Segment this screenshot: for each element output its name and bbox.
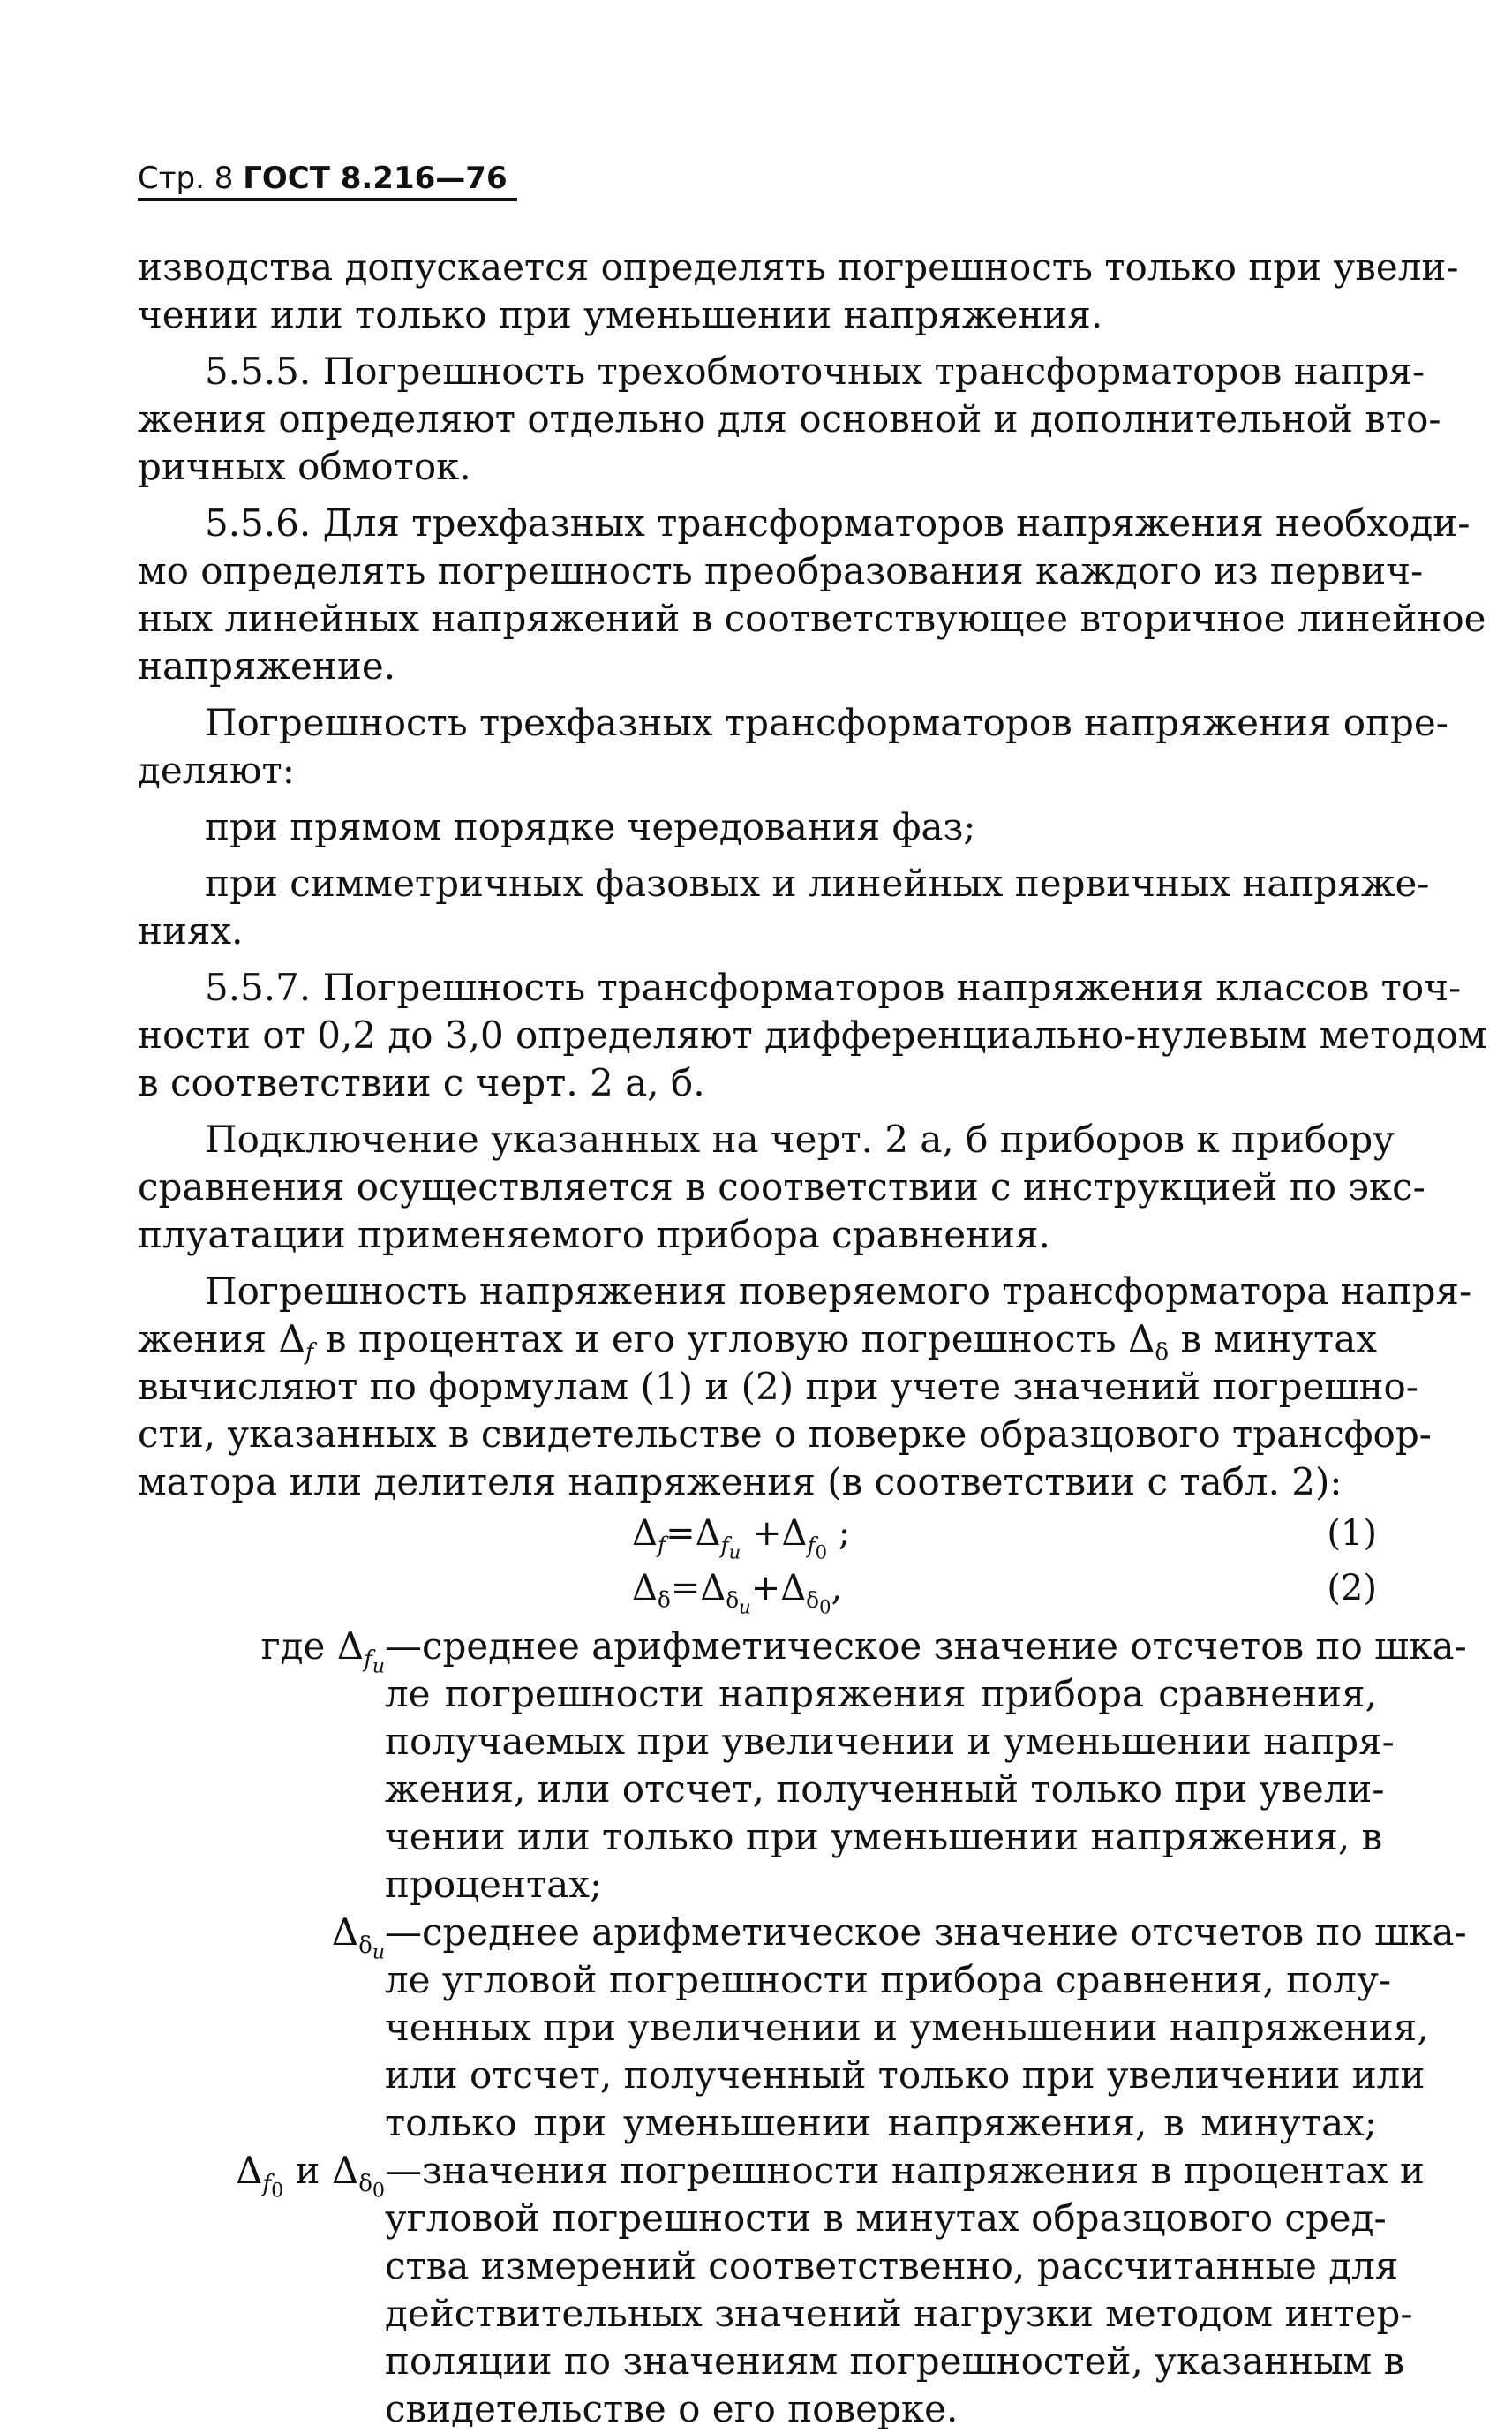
text-line: ле угловой погрешности прибора сравнения, полу- [385,1958,1392,2001]
formula-number: (1) [1327,1513,1377,1554]
text-line: матора или делителя напряжения (в соответствии с табл. 2): [138,1460,1343,1503]
formula-1 [138,1506,1377,1561]
paragraph-5-5-7 [138,964,1487,1107]
symbol-delta-delta: $\Delta_\delta$ [1128,1317,1170,1367]
paragraph-three-phase-error [138,699,1448,795]
page-number: Стр. 8 [138,161,234,196]
text-line: при симметричных фазовых и линейных первичных напряже- [205,862,1430,905]
text-fragment: в процентах и его угловую погрешность [325,1317,1117,1360]
text-line: 5.5.6. Для трехфазных трансформаторов напряжения необходи- [205,501,1471,545]
page-header [138,159,508,198]
text-line: напряжение. [138,644,396,688]
text-line: чении или только при уменьшении напряжения. [138,293,1103,336]
symbol-delta-f: $\Delta_f$ [278,1317,314,1367]
text-line: ства измерений соответственно, рассчитанные для [385,2244,1399,2287]
text-line: вычисляют по формулам (1) и (2) при учете значений погрешно- [138,1365,1418,1408]
text-line: в соответствии с черт. 2 а, б. [138,1061,705,1104]
text-line: плуатации применяемого прибора сравнения. [138,1213,1050,1256]
text-line: Погрешность напряжения поверяемого трансформатора напря- [205,1269,1472,1313]
definition-text [385,1909,1467,2147]
text-line: получаемых при увеличении и уменьшении напря- [385,1720,1395,1763]
text-line: —среднее арифметическое значение отсчетов по шка- [385,1624,1467,1668]
paragraph-symmetric-voltages [138,860,1430,955]
text-line: жения, или отсчет, полученный только при увели- [385,1767,1385,1811]
text-line: сравнения осуществляется в соответствии с инструкцией по экс- [138,1165,1425,1209]
definitions-list [138,1623,1467,2433]
definition-text [385,1623,1467,1909]
text-line: или отсчет, полученный только при увеличении или [385,2053,1425,2097]
definition-term: $\Delta_{f_0}$ и $\Delta_{\delta_0}$ [236,2149,385,2203]
definition-text [385,2147,1425,2433]
paragraph-5-5-5 [138,348,1441,491]
text-line: 5.5.7. Погрешность трансформаторов напряжения классов точ- [205,966,1462,1009]
definition-delta-delta-u [138,1909,1467,2147]
text-line: Подключение указанных на черт. 2 а, б приборов к прибору [205,1118,1395,1161]
text-line: изводства допускается определять погрешность только при увели- [138,245,1459,289]
text-line: ниях. [138,909,244,953]
text-line: —среднее арифметическое значение отсчетов по шка- [385,1910,1467,1954]
text-line: ности от 0,2 до 3,0 определяют дифференциально-нулевым методом [138,1013,1487,1057]
paragraph-connection [138,1116,1425,1259]
text-line: процентах; [385,1863,603,1906]
definition-term: где $\Delta_{f_u}$ [260,1624,385,1678]
text-line: жения определяют отдельно для основной и дополнительной вто- [138,397,1441,441]
text-line: ле погрешности напряжения прибора сравнения, [385,1672,1377,1715]
text-line-with-symbols [138,1315,1377,1367]
formula-2 [138,1561,1377,1616]
paragraph-phase-order [138,803,1377,851]
text-line: поляции по значениям погрешностей, указанным в [385,2339,1405,2383]
header-rule [138,198,517,201]
text-line: ных линейных напряжений в соответствующее вторичное линейное [138,597,1486,640]
text-line: Погрешность трехфазных трансформаторов напряжения опре- [205,701,1448,744]
paragraph-error-calculation [138,1268,1472,1506]
definition-delta-f0-delta-0 [138,2147,1425,2433]
text-line: сти, указанных в свидетельстве о поверке образцового трансфор- [138,1412,1432,1456]
text-line: ченных при увеличении и уменьшении напряжения, [385,2006,1429,2049]
paragraph-continuation [138,244,1459,339]
document-body [138,244,1487,2433]
formula-number: (2) [1327,1568,1377,1608]
text-line: только при уменьшении напряжения, в минутах; [385,2101,1377,2144]
text-line: ричных обмоток. [138,445,471,488]
standard-designation: ГОСТ 8.216—76 [243,161,508,196]
text-line: мо определять погрешность преобразования каждого из первич- [138,549,1424,592]
formula-expression: $\Delta_\delta=\Delta_{\delta_u}+\Delta_{\delta_0}$, [632,1568,843,1617]
definition-term: $\Delta_{\delta_u}$ [331,1910,385,1964]
text-line: при прямом порядке чередования фаз; [205,805,976,848]
definition-delta-fu [138,1623,1467,1909]
text-line: действительных значений нагрузки методом интер- [385,2292,1413,2335]
formula-expression: $\Delta_f=\Delta_{f_u} +\Delta_{f_0}$ ; [632,1513,851,1563]
text-fragment: жения [138,1317,267,1360]
text-line: чении или только при уменьшении напряжения, в [385,1815,1383,1858]
paragraph-5-5-6 [138,500,1486,690]
text-fragment: в минутах [1180,1317,1377,1360]
text-line: свидетельстве о его поверке. [385,2387,959,2430]
text-line: деляют: [138,749,295,792]
text-line: —значения погрешности напряжения в процентах и [385,2149,1425,2192]
text-line: 5.5.5. Погрешность трехобмоточных трансформаторов напря- [205,350,1425,393]
text-line: угловой погрешности в минутах образцового сред- [385,2196,1387,2240]
